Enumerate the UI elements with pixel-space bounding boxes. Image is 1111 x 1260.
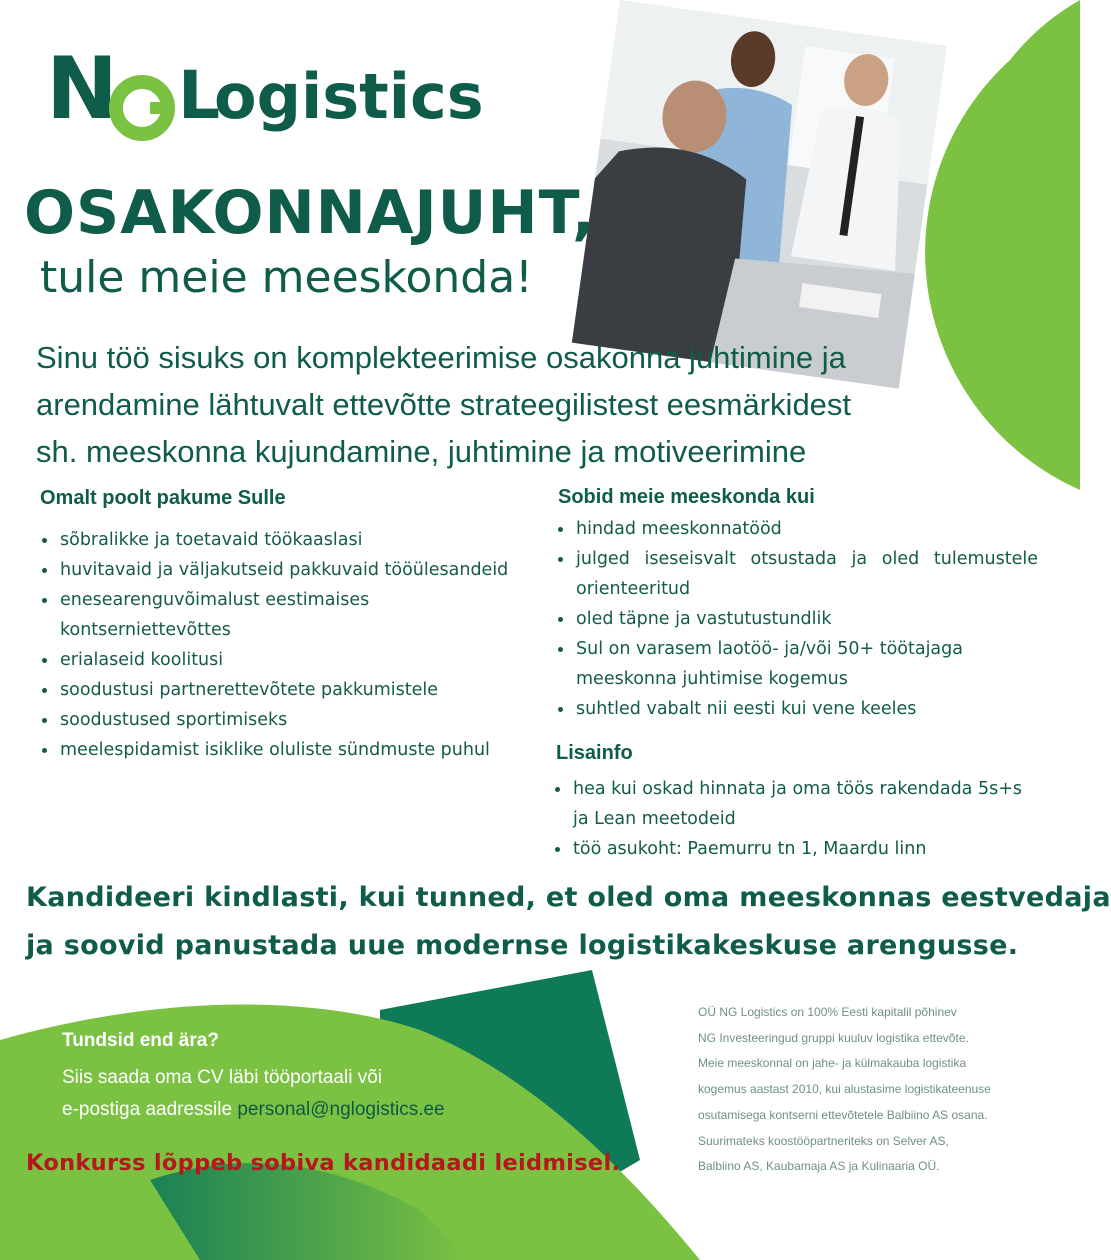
about-line: Balbiino AS, Kaubamaja AS ja Kulinaaria OÜ. <box>698 1159 940 1174</box>
apply-block <box>62 1030 445 1126</box>
about-line: kogemus aastast 2010, kui alustasime logistikateenuse <box>698 1082 991 1097</box>
apply-line-1: Siis saada oma CV läbi tööportaali või <box>62 1067 383 1088</box>
about-line: osutamisega kontserni ettevõtetele Balbiino AS osana. <box>698 1107 988 1122</box>
list-item: hea kui oskad hinnata ja oma töös rakendada 5s+s ja Lean meetodeid <box>553 774 1043 834</box>
svg-text:L: L <box>178 57 221 134</box>
about-line: Meie meeskonnal on jahe- ja külmakauba logistika <box>698 1056 967 1071</box>
apply-line-2 <box>62 1094 445 1126</box>
offer-heading: Omalt poolt pakume Sulle <box>40 487 286 509</box>
list-item: enesearenguvõimalust eestimaises kontserniettevõttes <box>40 585 525 645</box>
about-line: NG Investeeringud gruppi kuuluv logistika ettevõte. <box>698 1030 969 1045</box>
list-item: meelespidamist isiklike oluliste sündmuste puhul <box>40 735 525 765</box>
list-item: suhtled vabalt nii eesti kui vene keeles <box>556 694 1038 724</box>
list-item: erialaseid koolitusi <box>40 645 525 675</box>
extra-info-list <box>553 774 1043 864</box>
cta-line: Kandideeri kindlasti, kui tunned, et oled oma meeskonnas eestvedaja <box>26 882 1111 913</box>
intro-line: Sinu töö sisuks on komplekteerimise osakonna juhtimine ja <box>36 340 846 375</box>
list-item: sõbralikke ja toetavaid töökaaslasi <box>40 525 525 555</box>
list-item: oled täpne ja vastutustundlik <box>556 604 1038 634</box>
fit-heading: Sobid meie meeskonda kui <box>558 486 815 508</box>
page-subtitle: tule meie meeskonda! <box>40 252 533 303</box>
svg-text:N: N <box>46 39 118 139</box>
about-line: OÜ NG Logistics on 100% Eesti kapitalil põhinev <box>698 1005 957 1019</box>
svg-text:ogistics: ogistics <box>214 60 484 133</box>
page-title: OSAKONNAJUHT, <box>24 178 596 248</box>
list-item: hindad meeskonnatööd <box>556 514 1038 544</box>
deadline-notice: Konkurss lõppeb sobiva kandidaadi leidmisel. <box>26 1150 621 1176</box>
apply-line-2-prefix: e-postiga aadressile <box>62 1099 238 1120</box>
list-item: töö asukoht: Paemurru tn 1, Maardu linn <box>553 834 1043 864</box>
apply-question: Tundsid end ära? <box>62 1030 219 1051</box>
intro-line: arendamine lähtuvalt ettevõtte strateegilistest eesmärkidest <box>36 387 852 422</box>
email-link[interactable]: personal@nglogistics.ee <box>237 1099 445 1120</box>
ng-logistics-logo <box>46 36 484 146</box>
list-item: soodustusi partnerettevõtete pakkumistele <box>40 675 525 705</box>
call-to-action <box>26 874 1111 970</box>
list-item: soodustused sportimiseks <box>40 705 525 735</box>
job-intro <box>36 334 996 475</box>
list-item: julged iseseisvalt otsustada ja oled tulemustele orienteeritud <box>556 544 1038 604</box>
intro-line: sh. meeskonna kujundamine, juhtimine ja motiveerimine <box>36 434 807 469</box>
company-about <box>698 1000 1058 1180</box>
offer-list <box>40 525 525 765</box>
list-item: huvitavaid ja väljakutseid pakkuvaid tööülesandeid <box>40 555 525 585</box>
team-meeting-photo <box>572 0 947 389</box>
fit-list <box>556 514 1038 724</box>
list-item: Sul on varasem laotöö- ja/või 50+ töötajaga meeskonna juhtimise kogemus <box>556 634 1038 694</box>
about-line: Suurimateks koostööpartneriteks on Selver AS, <box>698 1133 949 1148</box>
extra-info-heading: Lisainfo <box>556 742 633 764</box>
cta-line: ja soovid panustada uue modernse logistikakeskuse arengusse. <box>26 930 1019 961</box>
